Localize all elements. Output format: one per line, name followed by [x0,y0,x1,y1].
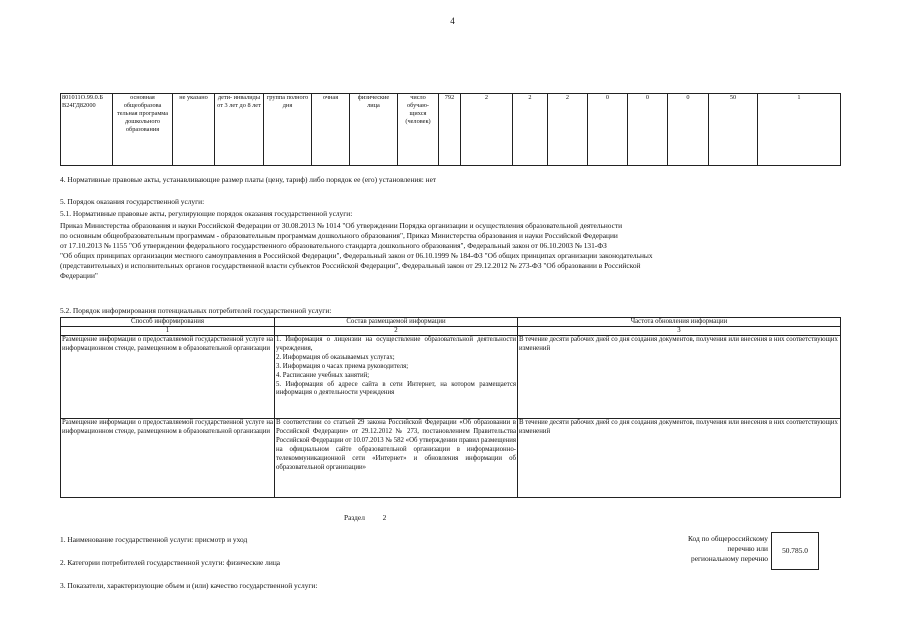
code-label-line: перечню или [727,544,768,553]
table-cell: 2 [548,94,588,166]
section-number: 2 [382,513,387,522]
content-line: 1. Информация о лицензии на осуществление образовательной деятельности учреждения, [276,336,516,352]
section-heading [344,513,386,523]
table-cell: 50 [709,94,758,166]
information-content-cell: В соответствии со статьей 29 закона Российской Федерации «Об образовании в Российской Федерации» от 29.12.2012 № 273, постановлением Правительства Российской Федерации от 10.07.2013 № 582 «Об утверждении правил размещения на официальном сайте образовательной организации в информационно-телекоммуникационной сети «Интернет» и обновления информации об образовательной организации» [275,419,518,498]
table-cell: число обучаю- щихся (человек) [398,94,439,166]
column-number: 3 [518,327,841,336]
table-cell: 1 [758,94,841,166]
table-cell: 0 [628,94,668,166]
informing-method-cell: Размещение информации о предоставляемой государственной услуге на информационном стенде, размещенном в образовательной организации [61,336,275,419]
information-content-cell [275,336,518,419]
content-line: 5. Информация об адресе сайта в сети Интернет, на котором размещается информация о деятельности учреждения [276,380,516,397]
legal-acts-line: "Об общих принципах организации местного самоуправления в Российской Федерации", Федеральный закон от 06.10.1999 № 184-ФЗ "Об общих принципах организации законодательных [60,251,653,260]
table-cell: физические лица [350,94,398,166]
informing-method-cell: Размещение информации о предоставляемой государственной услуге на информационном стенде, размещенном в образовательной организации [61,419,275,498]
table-row [61,94,841,166]
table-header-row [61,318,841,327]
column-number: 2 [275,327,518,336]
table-cell: 792 [439,94,461,166]
content-line: 4. Расписание учебных занятий; [276,371,370,379]
column-header: Состав размещаемой информации [275,318,518,327]
table-cell: очная [312,94,350,166]
table-cell: дети- инвалиды от 3 лет до 8 лет [215,94,264,166]
registry-number-cell: 801011О.99.0.Б В24ГД82000 [61,94,113,166]
registry-code-label [640,534,768,564]
service-name: 1. Наименование государственной услуги: присмотр и уход [60,535,248,544]
section-4-text: 4. Нормативные правовые акты, устанавливающие размер платы (цену, тариф) либо порядок ее (его) установления: нет [60,175,437,184]
column-number-row [61,327,841,336]
column-header: Частота обновления информации [518,318,841,327]
legal-acts-line: от 17.10.2013 № 1155 "Об утверждении федерального государственного образовательного стандарта дошкольного образования", Федеральный закон от 06.10.2003 № 131-ФЗ [60,241,607,250]
legal-acts-line: Приказ Министерства образования и науки Российской Федерации от 30.08.2013 № 1014 "Об утверждении Порядка организации и осуществления образовательной деятельности [60,221,623,230]
legal-acts-paragraph [60,221,840,281]
section-5-1-title: 5.1. Нормативные правовые акты, регулирующие порядок оказания государственной услуги: [60,209,353,218]
code-label-line: региональному перечню [691,554,768,563]
update-frequency-cell: В течение десяти рабочих дней со дня создания документов, получения или внесения в них соответствующих изменений [518,336,841,419]
volume-indicators-table [60,93,841,166]
table-cell: 0 [668,94,709,166]
table-cell: основная общеобразова тельная программа дошкольного образования [113,94,173,166]
column-header: Способ информирования [61,318,275,327]
legal-acts-line: Федерации" [60,271,98,280]
table-cell: 2 [461,94,513,166]
table-row [61,336,841,419]
indicators-title: 3. Показатели, характеризующие объем и (или) качество государственной услуги: [60,581,318,590]
column-number: 1 [61,327,275,336]
table-row [61,419,841,498]
section-5-title: 5. Порядок оказания государственной услуги: [60,197,205,206]
table-cell: не указано [173,94,215,166]
consumer-category: 2. Категории потребителей государственной услуги: физические лица [60,558,281,567]
section-label: Раздел [344,513,365,522]
table-cell: 0 [588,94,628,166]
registry-code-value: 50.785.0 [771,532,819,570]
page-number: 4 [450,16,455,26]
legal-acts-line: (представительных) и исполнительных органов государственной власти субъектов Российской Федерации", Федеральный закон от 29.12.2012 № 273-ФЗ "Об образовании в Российской [60,261,641,270]
content-line: 3. Информация о часах приема руководителя; [276,362,409,370]
informing-procedure-table [60,317,841,498]
code-label-line: Код по общероссийскому [687,534,768,543]
section-5-2-title: 5.2. Порядок информирования потенциальных потребителей государственной услуги: [60,306,332,315]
update-frequency-cell: В течение десяти рабочих дней со дня создания документов, получения или внесения в них соответствующих изменений [518,419,841,498]
content-line: 2. Информация об оказываемых услугах; [276,353,395,361]
legal-acts-line: по основным общеобразовательным программам - образовательным программам дошкольного образования", Приказ Министерства образования и науки Российской Федерации [60,231,618,240]
table-cell: 2 [513,94,548,166]
table-cell: группа полного дня [264,94,312,166]
